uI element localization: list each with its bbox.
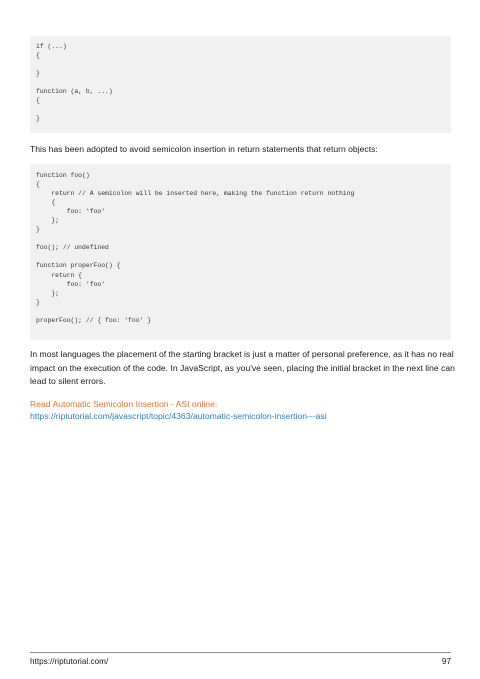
paragraph-bracket-placement: In most languages the placement of the starting bracket is just a matter of personal preference, as it has no real impact on the execution of the code. In JavaScript, as you've seen, placing the initial bracket in the next line can lead to silent errors. [30, 349, 455, 386]
read-online-link[interactable]: https://riptutorial.com/javascript/topic/4363/automatic-semicolon-insertion---asi [30, 411, 327, 421]
paragraph-semicolon-adoption: This has been adopted to avoid semicolon insertion in return statements that return objects: [30, 144, 378, 154]
footer-divider [30, 652, 451, 653]
read-online-label: Read Automatic Semicolon Insertion - ASI online: [30, 399, 218, 409]
footer-site-link[interactable]: https://riptutorial.com/ [30, 657, 109, 666]
code-block-if-function: if (...) { } function (a, b, ...) { } [30, 36, 451, 133]
code-block-foo-example: function foo() { return // A semicolon will be inserted here, making the function return nothing { foo: 'foo' }; } foo(); // undefined function properFoo() { return { foo: 'foo' }; } properFoo(); // { foo: 'foo' } [30, 164, 451, 340]
page-number: 97 [441, 657, 451, 666]
